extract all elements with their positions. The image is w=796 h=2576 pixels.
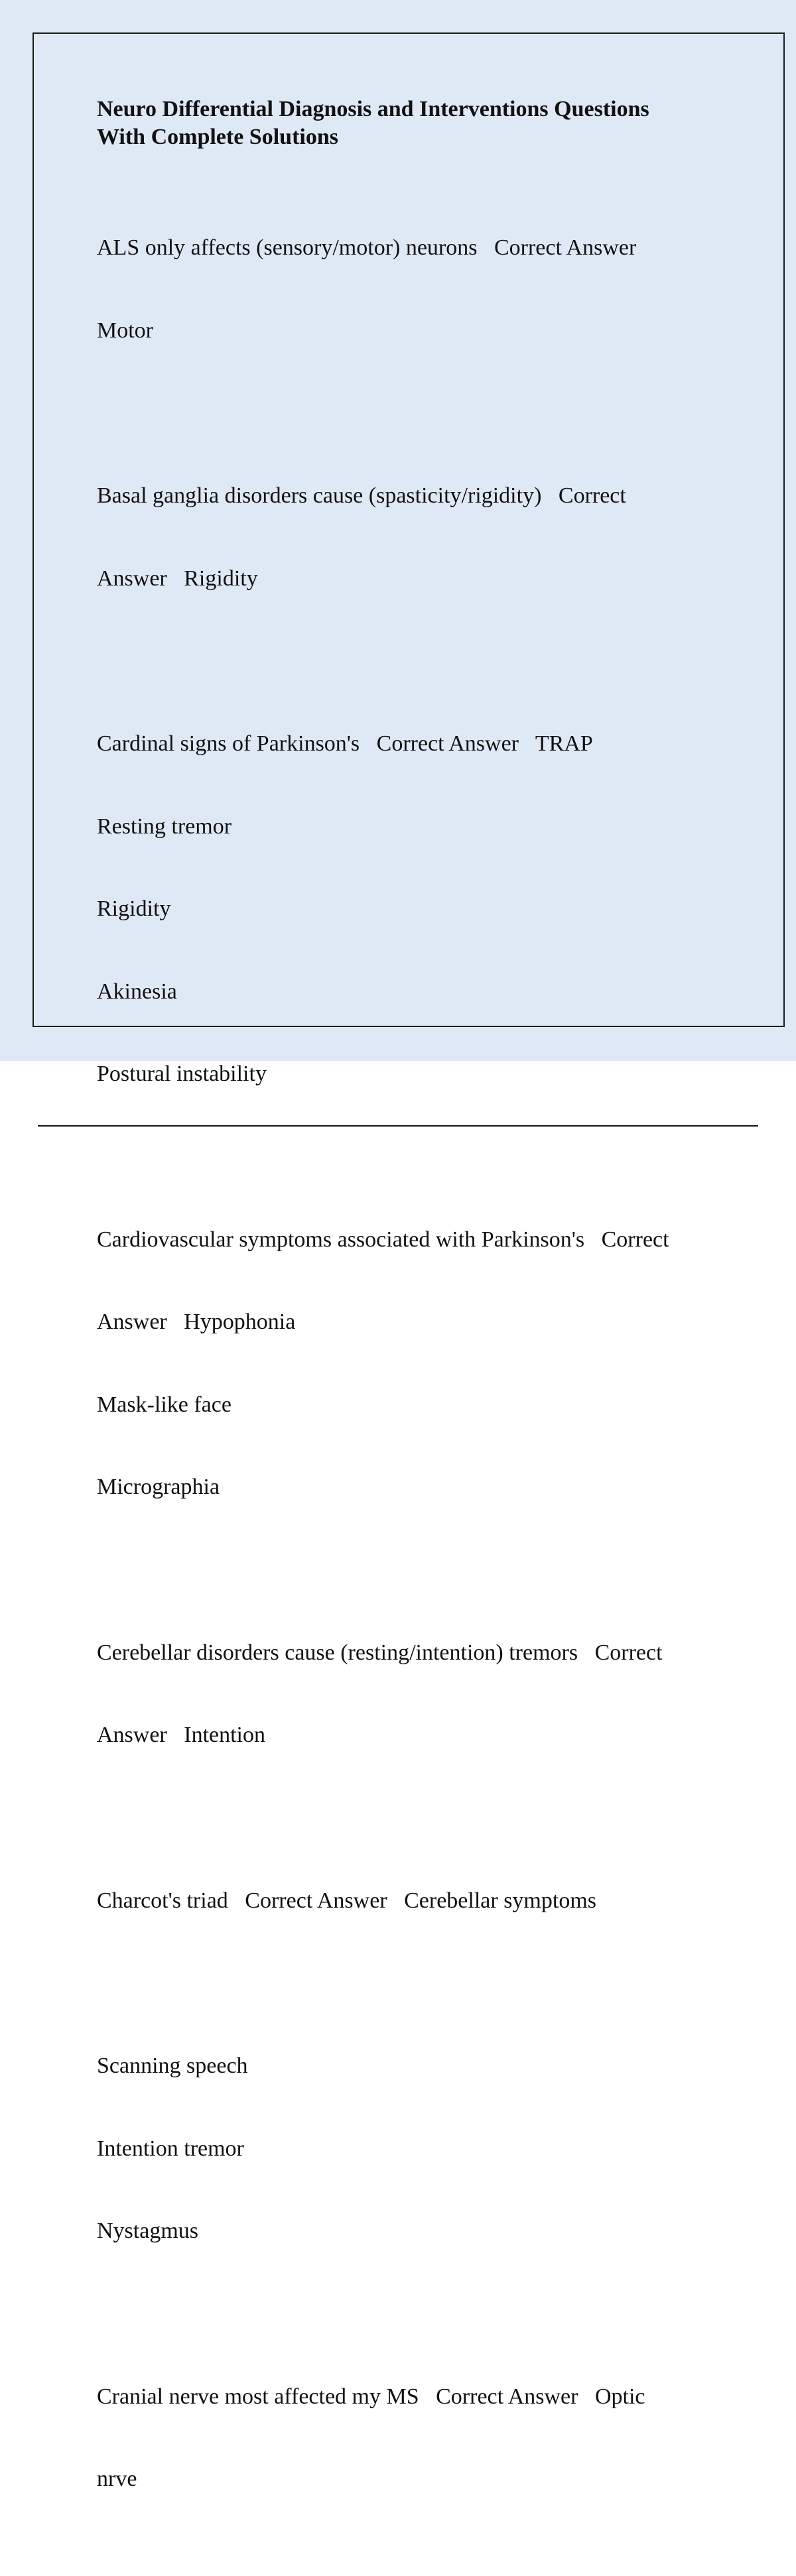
qa-line: Basal ganglia disorders cause (spasticity/rigidity) Correct: [97, 483, 626, 508]
qa-line: Rigidity: [97, 896, 171, 921]
footer-divider: [38, 1125, 758, 1127]
qa-item: [97, 1584, 734, 1804]
qa-line: Mask-like face: [97, 1392, 232, 1417]
qa-line: Akinesia: [97, 979, 177, 1004]
qa-line: Scanning speech: [97, 2054, 248, 2078]
qa-line: Cardinal signs of Parkinson's Correct Answer TRAP: [97, 731, 593, 756]
qa-item: [97, 2328, 734, 2548]
qa-item: [97, 427, 734, 647]
qa-line: Intention tremor: [97, 2136, 244, 2161]
qa-line: ALS only affects (sensory/motor) neurons Correct Answer: [97, 235, 637, 260]
qa-line: Motor: [97, 318, 153, 343]
title-line: With Complete Solutions: [97, 125, 338, 149]
qa-item: [97, 1832, 734, 1970]
qa-line: Cardiovascular symptoms associated with Parkinson's Correct: [97, 1227, 669, 1252]
qa-line: nrve: [97, 2467, 137, 2491]
qa-line: Charcot's triad Correct Answer Cerebellar symptoms: [97, 1888, 596, 1913]
qa-line: Answer Hypophonia: [97, 1310, 296, 1334]
qa-line: Resting tremor: [97, 814, 232, 839]
qa-item: [97, 675, 734, 1143]
qa-line: Cranial nerve most affected my MS Correct Answer Optic: [97, 2384, 645, 2409]
qa-line: Answer Rigidity: [97, 566, 258, 591]
qa-line: Cerebellar disorders cause (resting/intention) tremors Correct: [97, 1640, 663, 1665]
qa-line: Micrographia: [97, 1475, 220, 1499]
qa-line: Answer Intention: [97, 1723, 266, 1747]
qa-line: Nystagmus: [97, 2219, 198, 2243]
document-content: [97, 95, 734, 2576]
document-title: [97, 95, 734, 151]
qa-item: [97, 1171, 734, 1556]
qa-line: Postural instability: [97, 1062, 267, 1086]
title-line: Neuro Differential Diagnosis and Interventions Questions: [97, 97, 649, 121]
qa-item: [97, 179, 734, 399]
qa-item: [97, 1997, 734, 2300]
